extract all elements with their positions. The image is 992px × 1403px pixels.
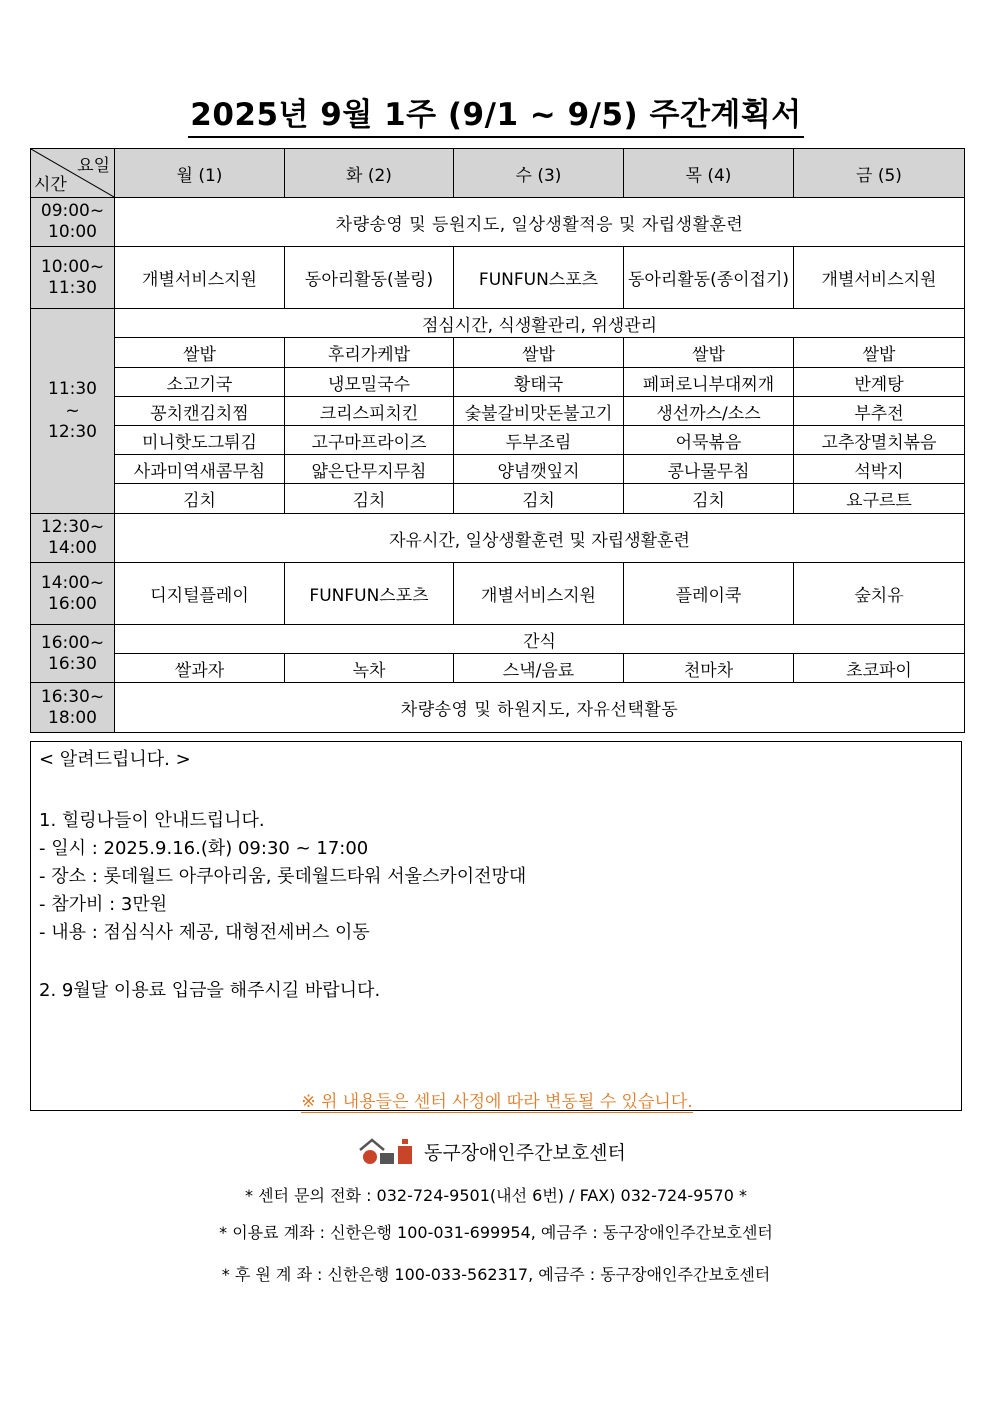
menu-cell: 사과미역새콤무침 [115,455,285,484]
day-header: 금 (5) [794,149,965,198]
notice-line: - 장소 : 롯데월드 아쿠아리움, 롯데월드타워 서울스카이전망대 [39,866,527,887]
menu-cell: 쌀밥 [624,338,794,368]
activity-cell: FUNFUN스포츠 [285,563,454,625]
time-cell: 12:30~ 14:00 [31,514,115,563]
fee-account: * 이용료 계좌 : 신한은행 100-031-699954, 예금주 : 동구장애인주간보호센터 [219,1223,773,1242]
center-logo [358,1134,626,1168]
menu-cell: 콩나물무침 [624,455,794,484]
center-name: 동구장애인주간보호센터 [424,1141,626,1164]
day-header: 목 (4) [624,149,794,198]
menu-cell: 요구르트 [794,484,965,514]
menu-cell: 크리스피치킨 [285,397,454,426]
caution-note [31,1087,963,1112]
snack-row [31,654,965,683]
table-row [31,198,965,247]
activity-cell: 차량송영 및 하원지도, 자유선택활동 [115,683,965,733]
menu-cell: 페퍼로니부대찌개 [624,368,794,397]
donation-account: * 후 원 계 좌 : 신한은행 100-033-562317, 예금주 : 동구장애인주간보호센터 [221,1265,771,1284]
menu-cell: 김치 [285,484,454,514]
time-cell: 16:30~ 18:00 [31,683,115,733]
menu-cell: 냉모밀국수 [285,368,454,397]
menu-cell: 황태국 [454,368,624,397]
page-title [0,96,992,138]
corner-time-label: 시간 [34,175,67,195]
snack-cell: 천마차 [624,654,794,683]
corner-day-label: 요일 [77,156,110,176]
menu-cell: 생선까스/소스 [624,397,794,426]
day-header: 수 (3) [454,149,624,198]
activity-cell: 동아리활동(종이접기) [624,247,794,309]
activity-cell: 개별서비스지원 [454,563,624,625]
menu-cell: 꽁치캔김치찜 [115,397,285,426]
meal-row [31,426,965,455]
table-row [31,309,965,338]
menu-cell: 고추장멸치볶음 [794,426,965,455]
menu-cell: 쌀밥 [794,338,965,368]
activity-cell: 디지털플레이 [115,563,285,625]
menu-cell: 김치 [454,484,624,514]
activity-cell: 플레이쿡 [624,563,794,625]
header-row [31,149,965,198]
menu-cell: 반계탕 [794,368,965,397]
snack-cell: 스낵/음료 [454,654,624,683]
menu-cell: 김치 [115,484,285,514]
activity-cell: 개별서비스지원 [115,247,285,309]
menu-cell: 숯불갈비맛돈불고기 [454,397,624,426]
activity-cell: 차량송영 및 등원지도, 일상생활적응 및 자립생활훈련 [115,198,965,247]
notice-box [30,741,962,1111]
meal-row [31,368,965,397]
notice-line: - 참가비 : 3만원 [39,894,168,915]
activity-cell: 숲치유 [794,563,965,625]
caution-text: ※ 위 내용들은 센터 사정에 따라 변동될 수 있습니다. [301,1092,693,1112]
meal-row [31,455,965,484]
menu-cell: 두부조림 [454,426,624,455]
time-cell: 11:30 ~ 12:30 [31,309,115,514]
menu-cell: 어묵볶음 [624,426,794,455]
meal-row [31,397,965,426]
menu-cell: 쌀밥 [454,338,624,368]
table-row [31,514,965,563]
activity-cell: 점심시간, 식생활관리, 위생관리 [115,309,965,338]
menu-cell: 후리가케밥 [285,338,454,368]
menu-cell: 쌀밥 [115,338,285,368]
house-logo-icon [358,1136,418,1166]
notice-line: 1. 힐링나들이 안내드립니다. [39,810,265,831]
meal-row [31,338,965,368]
time-cell: 09:00~ 10:00 [31,198,115,247]
table-row [31,625,965,654]
menu-cell: 석박지 [794,455,965,484]
notice-line: 2. 9월달 이용료 입금을 해주시길 바랍니다. [39,980,381,1001]
menu-cell: 양념깻잎지 [454,455,624,484]
table-row [31,683,965,733]
notice-line: - 일시 : 2025.9.16.(화) 09:30 ~ 17:00 [39,838,369,859]
corner-cell [31,149,115,198]
activity-cell: 간식 [115,625,965,654]
snack-cell: 녹차 [285,654,454,683]
menu-cell: 고구마프라이즈 [285,426,454,455]
contact-phone: * 센터 문의 전화 : 032-724-9501(내선 6번) / FAX) 032-724-9570 * [245,1186,747,1205]
time-cell: 14:00~ 16:00 [31,563,115,625]
activity-cell: 개별서비스지원 [794,247,965,309]
menu-cell: 부추전 [794,397,965,426]
notice-heading: < 알려드립니다. > [39,749,191,770]
menu-cell: 얇은단무지무침 [285,455,454,484]
page-title-text: 2025년 9월 1주 (9/1 ~ 9/5) 주간계획서 [188,96,803,138]
table-row [31,247,965,309]
menu-cell: 김치 [624,484,794,514]
meal-row [31,484,965,514]
menu-cell: 미니핫도그튀김 [115,426,285,455]
time-cell: 16:00~ 16:30 [31,625,115,683]
snack-cell: 쌀과자 [115,654,285,683]
day-header: 월 (1) [115,149,285,198]
time-cell: 10:00~ 11:30 [31,247,115,309]
weekly-plan-table [30,148,965,733]
notice-line: - 내용 : 점심식사 제공, 대형전세버스 이동 [39,922,370,943]
day-header: 화 (2) [285,149,454,198]
table-row [31,563,965,625]
activity-cell: 동아리활동(볼링) [285,247,454,309]
snack-cell: 초코파이 [794,654,965,683]
menu-cell: 소고기국 [115,368,285,397]
activity-cell: 자유시간, 일상생활훈련 및 자립생활훈련 [115,514,965,563]
activity-cell: FUNFUN스포츠 [454,247,624,309]
